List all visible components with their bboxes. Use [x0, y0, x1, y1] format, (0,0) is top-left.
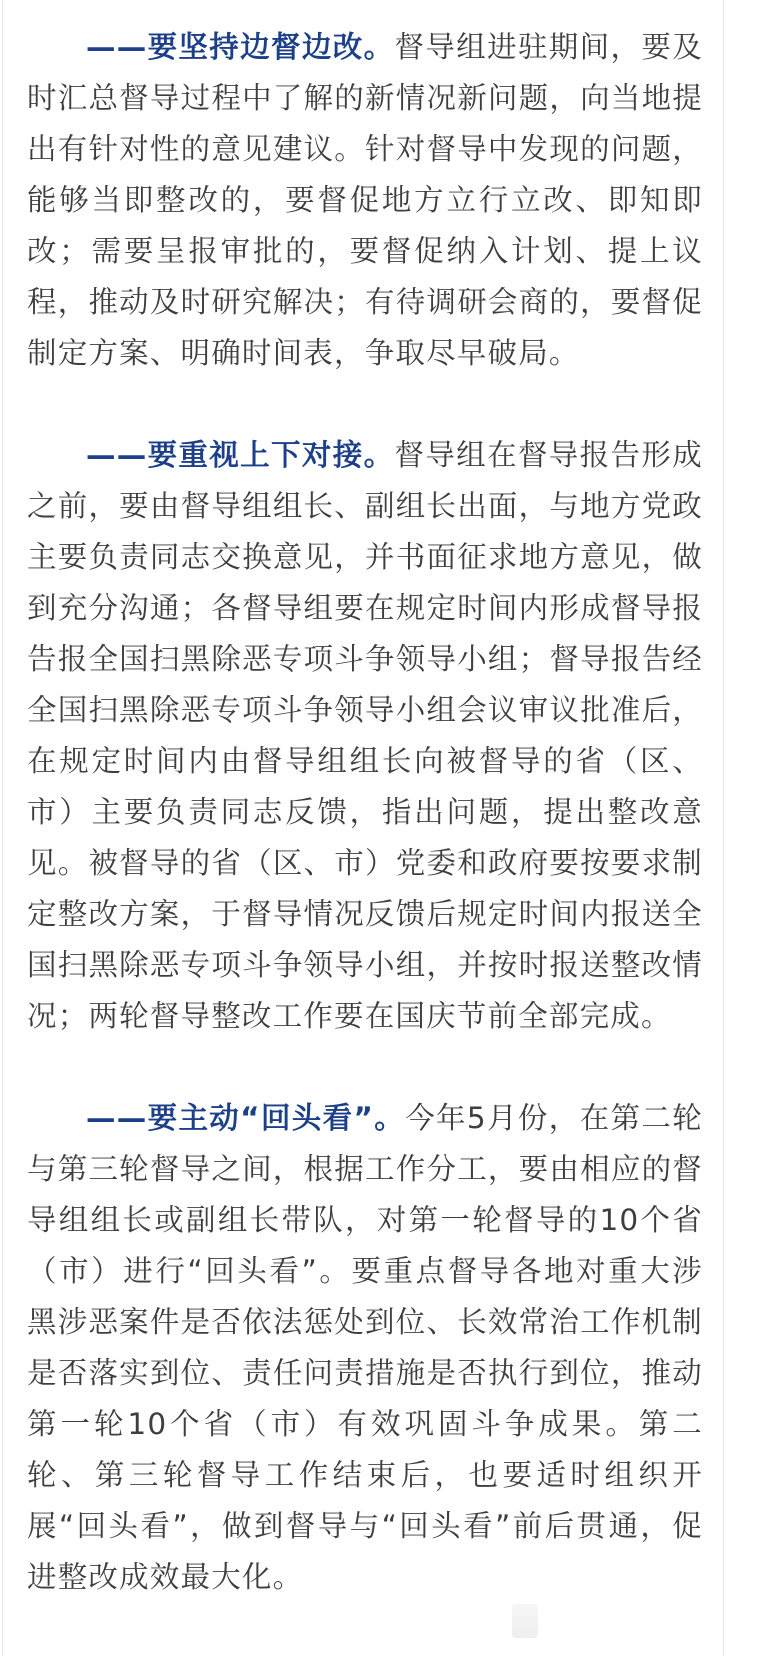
paragraph-upper-lower-connection [27, 430, 703, 1042]
paragraph-text: 督导组在督导报告形成之前，要由督导组组长、副组长出面，与地方党政主要负责同志交换意见，并书面征求地方意见，做到充分沟通；各督导组要在规定时间内形成督导报告报全国扫黑除恶专项斗争领导小组；督导报告经全国扫黑除恶专项斗争领导小组会议审议批准后，在规定时间内由督导组组长向被督导的省（区、市）主要负责同志反馈，指出问题，提出整改意见。被督导的省（区、市）党委和政府要按要求制定整改方案，于督导情况反馈后规定时间内报送全国扫黑除恶专项斗争领导小组，并按时报送整改情况；两轮督导整改工作要在国庆节前全部完成。 [27, 438, 703, 1033]
article-body [27, 22, 703, 1603]
article-frame [2, 0, 724, 1656]
paragraph-lead: ——要坚持边督边改。 [86, 30, 395, 64]
paragraph-look-back [27, 1093, 703, 1603]
paragraph-lead: ——要主动“回头看”。 [86, 1101, 406, 1135]
paragraph-text: 今年5月份，在第二轮与第三轮督导之间，根据工作分工，要由相应的督导组组长或副组长带队，对第一轮督导的10个省（市）进行“回头看”。要重点督导各地对重大涉黑涉恶案件是否依法惩处到位、长效常治工作机制是否落实到位、责任问责措施是否执行到位，推动第一轮10个省（市）有效巩固斗争成果。第二轮、第三轮督导工作结束后，也要适时组织开展“回头看”，做到督导与“回头看”前后贯通，促进整改成效最大化。 [27, 1101, 703, 1594]
paragraph-lead: ——要重视上下对接。 [86, 438, 395, 472]
paragraph-supervise-and-rectify [27, 22, 703, 379]
watermark-icon [512, 1604, 538, 1638]
paragraph-text: 督导组进驻期间，要及时汇总督导过程中了解的新情况新问题，向当地提出有针对性的意见建议。针对督导中发现的问题，能够当即整改的，要督促地方立行立改、即知即改；需要呈报审批的，要督促纳入计划、提上议程，推动及时研究解决；有待调研会商的，要督促制定方案、明确时间表，争取尽早破局。 [27, 30, 703, 370]
